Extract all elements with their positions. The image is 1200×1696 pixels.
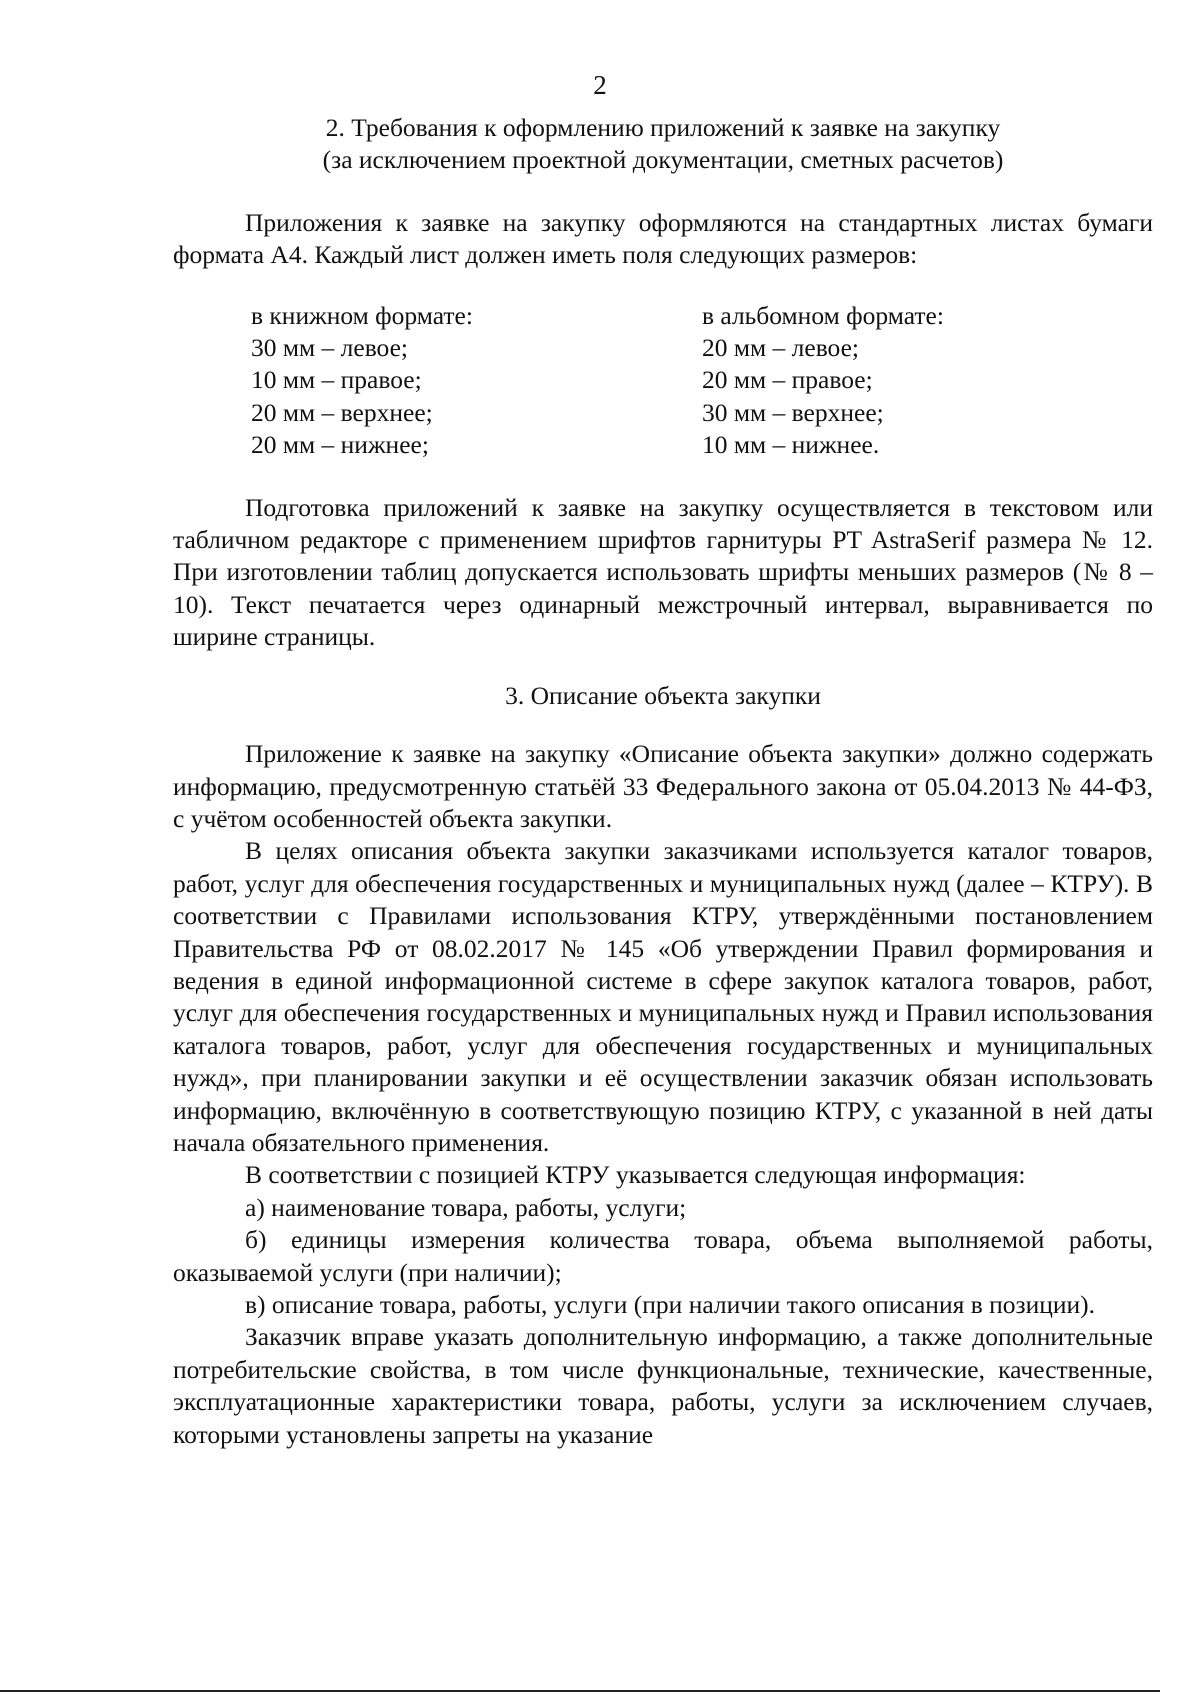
portrait-item: 30 мм – левое;: [251, 333, 409, 363]
section-2-intro: Приложения к заявке на закупку оформляются на стандартных листах бумаги формата А4. Каждый лист должен иметь поля следующих размеров:: [173, 207, 1153, 270]
portrait-item: 10 мм – правое;: [251, 365, 422, 395]
portrait-label: в книжном формате:: [251, 300, 473, 330]
section-2-title-line-1: 2. Требования к оформлению приложений к заявке на закупку: [325, 113, 1001, 142]
landscape-item: 20 мм – правое;: [702, 365, 873, 395]
section-2-preparation: Подготовка приложений к заявке на закупку осуществляется в текстовом или табличном редакторе с применением шрифтов гарнитуры PT AstraSerif размера № 12. При изготовлении таблиц допускается использовать шрифты меньших размеров (№ 8 – 10). Текст печатается через одинарный межстрочный интервал, выравнивается по ширине страницы.: [173, 492, 1153, 652]
section-3-paragraph: В целях описания объекта закупки заказчиками используется каталог товаров, работ, услуг для обеспечения государственных и муниципальных нужд (далее – КТРУ). В соответствии с Правилами использования КТРУ, утверждёнными постановлением Правительства РФ от 08.02.2017 № 145 «Об утверждении Правил формирования и ведения в единой информационной системе в сфере закупок каталога товаров, работ, услуг для обеспечения государственных и муниципальных нужд и Правил использования каталога товаров, работ, услуг для обеспечения государственных и муниципальных нужд», при планировании закупки и её осуществлении заказчик обязан использовать информацию, включённую в соответствующую позицию КТРУ, с указанной в ней даты начала обязательного применения.: [173, 836, 1153, 1157]
landscape-item: 20 мм – левое;: [702, 333, 860, 363]
page-number: 2: [593, 70, 607, 100]
section-3-list-item: а) наименование товара, работы, услуги;: [245, 1192, 687, 1222]
portrait-item: 20 мм – нижнее;: [251, 430, 429, 460]
margin-sizes: [251, 300, 1153, 462]
section-3-paragraph: Заказчик вправе указать дополнительную информацию, а также дополнительные потребительские свойства, в том числе функциональные, технические, качественные, эксплуатационные характеристики товара, работы, услуги за исключением случаев, которыми установлены запреты на указание: [173, 1322, 1153, 1449]
bottom-scan-edge: [0, 1690, 1160, 1692]
landscape-item: 10 мм – нижнее.: [702, 430, 880, 460]
landscape-item: 30 мм – верхнее;: [702, 397, 884, 427]
portrait-margins: [251, 300, 702, 462]
section-3-list-item: в) описание товара, работы, услуги (при наличии такого описания в позиции).: [245, 1290, 1096, 1319]
landscape-margins: [702, 300, 1153, 462]
landscape-label: в альбомном формате:: [702, 300, 944, 330]
section-3-title: 3. Описание объекта закупки: [505, 680, 821, 710]
section-3-paragraph: Приложение к заявке на закупку «Описание объекта закупки» должно содержать информацию, предусмотренную статьёй 33 Федерального закона от 05.04.2013 № 44-ФЗ, с учётом особенностей объекта закупки.: [173, 739, 1153, 833]
section-3-paragraph: В соответствии с позицией КТРУ указывается следующая информация:: [245, 1160, 1026, 1190]
portrait-item: 20 мм – верхнее;: [251, 397, 433, 427]
section-3-list-item: б) единицы измерения количества товара, объема выполняемой работы, оказываемой услуги (при наличии);: [173, 1225, 1153, 1287]
document-body: [173, 112, 1153, 1451]
section-2-title-line-2: (за исключением проектной документации, сметных расчетов): [322, 145, 1004, 175]
